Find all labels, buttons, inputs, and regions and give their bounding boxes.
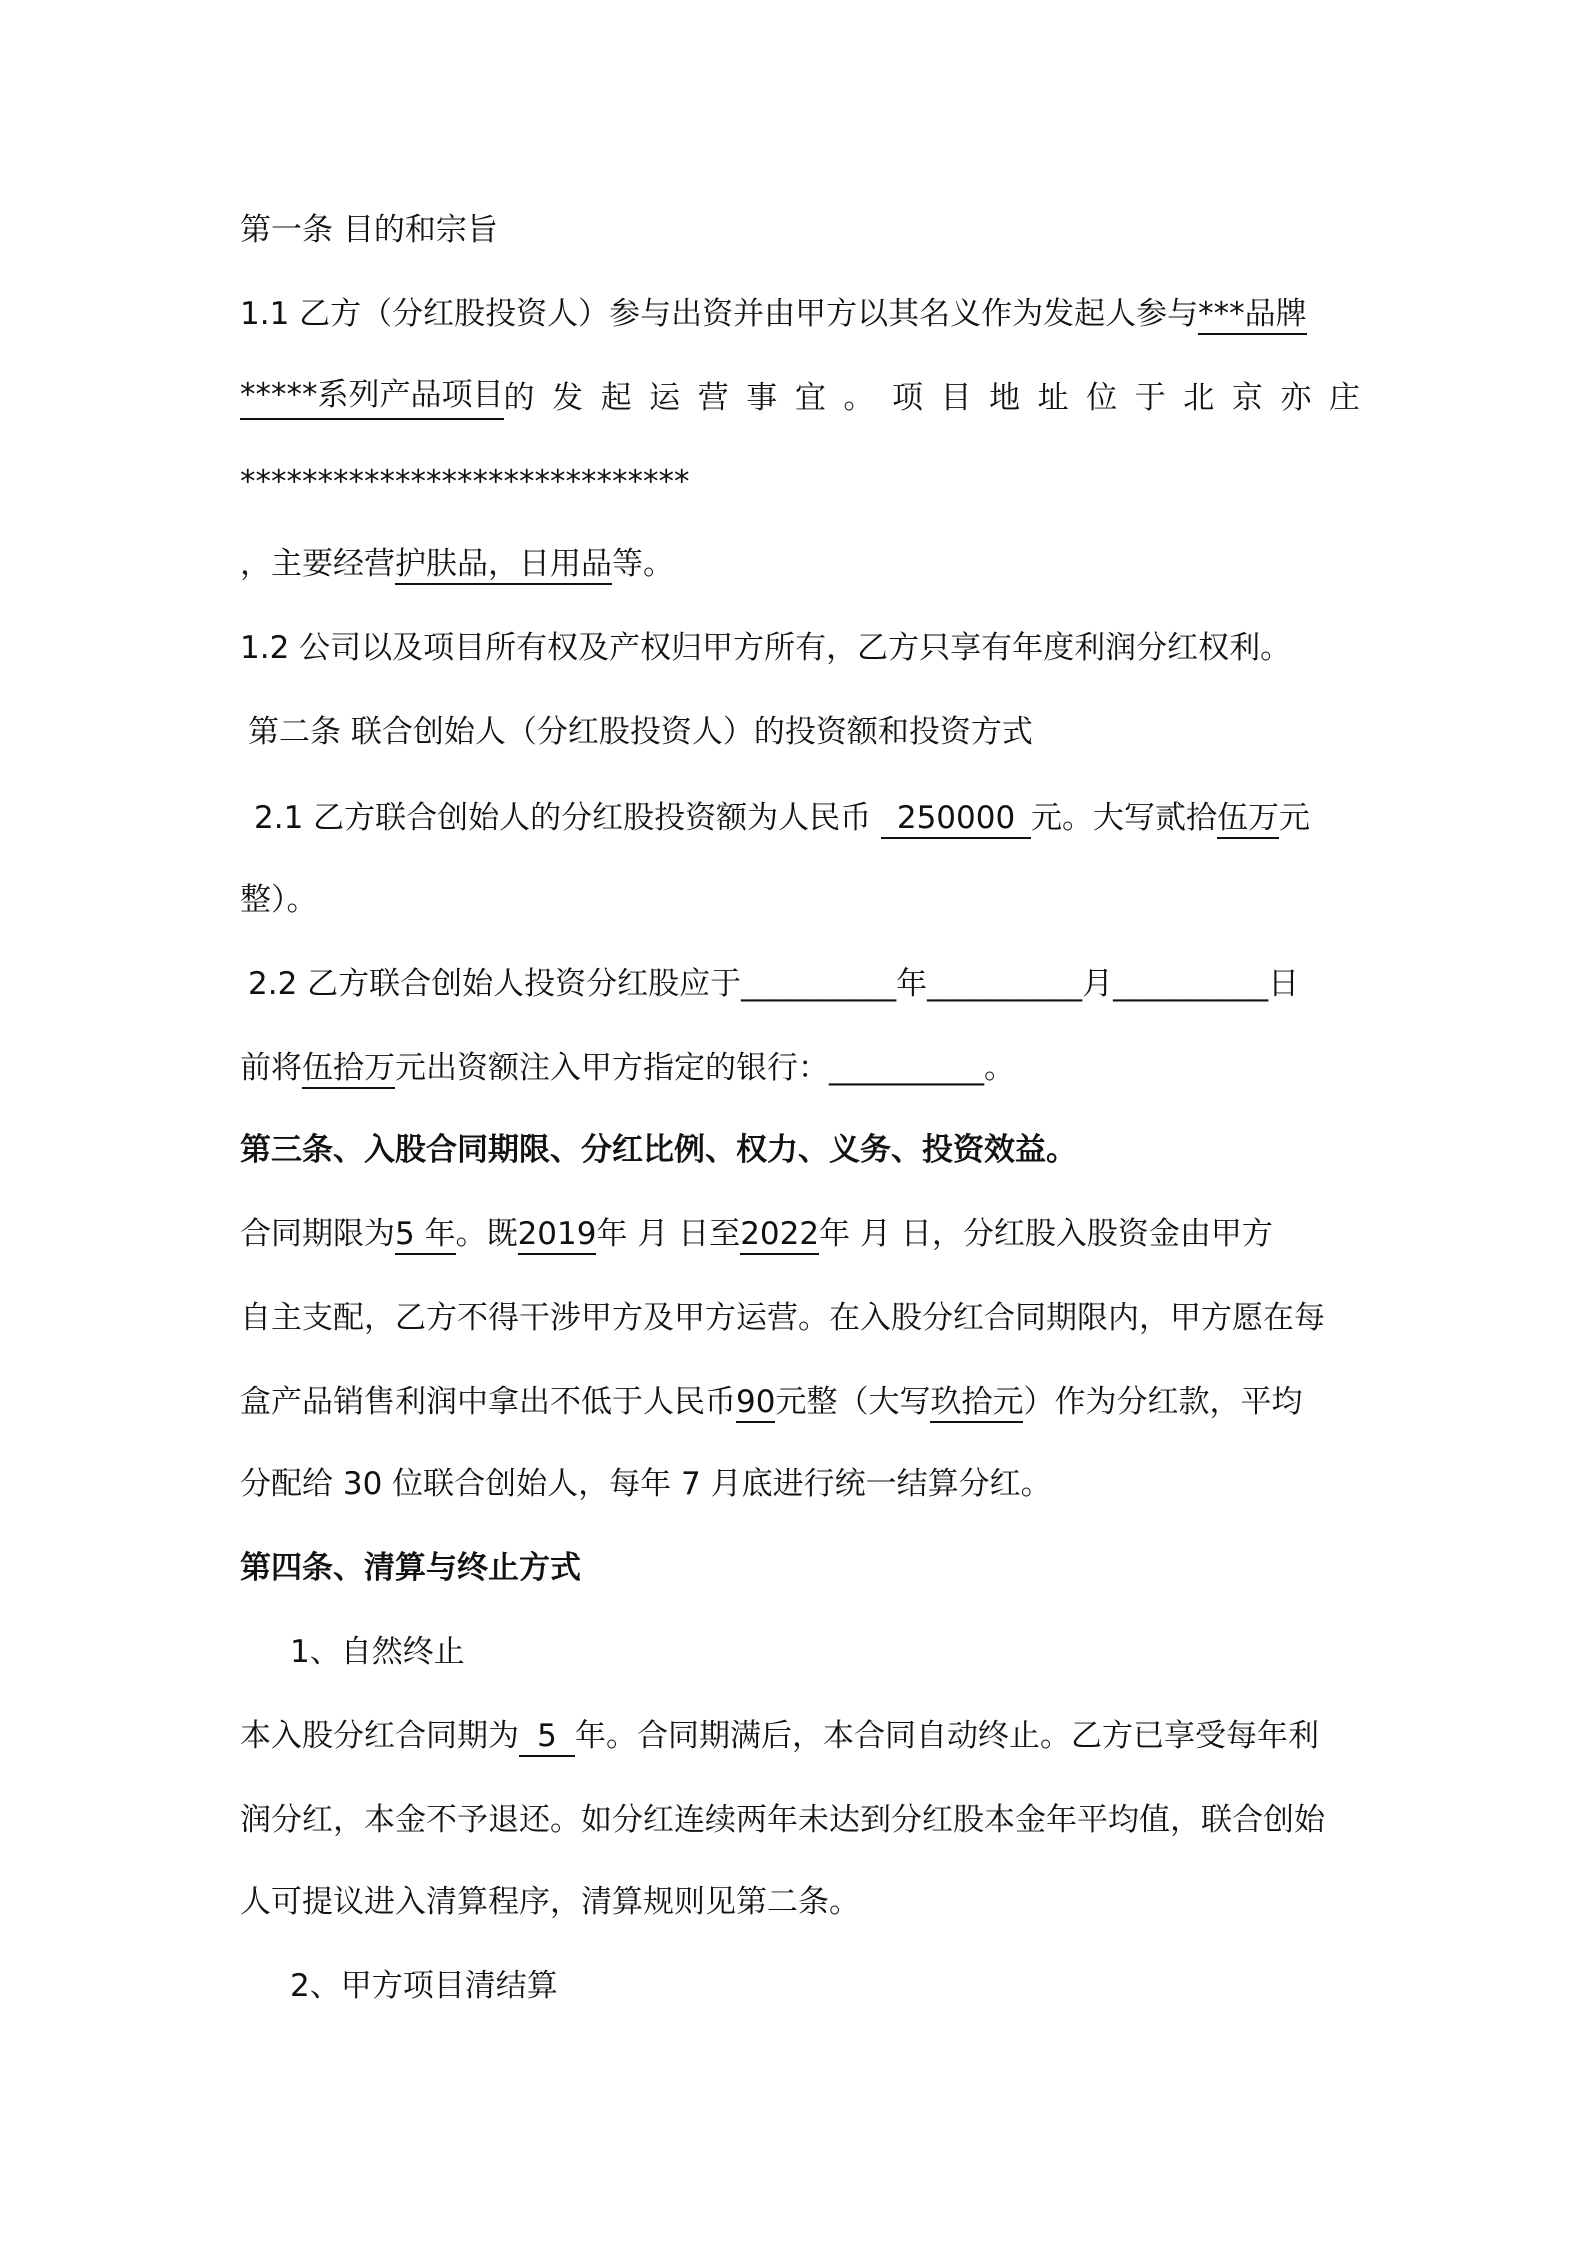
blank-month: __________ [927,966,1083,1002]
start-year: 2019 [518,1215,597,1255]
term-years: 5 年 [395,1215,456,1255]
article4-p-line1: 本入股分红合同期为 5 年。合同期满后，本合同自动终止。乙方已享受每年利 [240,1714,1360,1758]
blank-year: __________ [741,966,897,1002]
article3-line1: 合同期限为5 年。既2019年 月 日至2022年 月 日，分红股入股资金由甲方 [240,1212,1360,1256]
article2-p1-line1: 2.1 乙方联合创始人的分红股投资额为人民币 250000 元。大写贰拾伍万元 [254,796,1374,840]
article2-heading: 第二条 联合创始人（分红股投资人）的投资额和投资方式 [248,714,1033,750]
article3-heading: 第三条、入股合同期限、分红比例、权力、义务、投资效益。 [240,1132,1077,1168]
article3-line3: 盒产品销售利润中拿出不低于人民币90元整（大写玖拾元）作为分红款，平均 [240,1380,1360,1424]
article3-line2: 自主支配，乙方不得干涉甲方及甲方运营。在入股分红合同期限内，甲方愿在每 [240,1300,1325,1336]
blank-bank: __________ [829,1050,984,1086]
profit-amount: 90 [736,1383,775,1423]
article2-p2-line1: 2.2 乙方联合创始人投资分红股应于__________年__________月__________日 [248,966,1300,1002]
article2-p2-line2: 前将伍拾万元出资额注入甲方指定的银行：__________。 [240,1046,1360,1090]
end-year: 2022 [740,1215,819,1255]
article1-heading: 第一条 目的和宗旨 [240,212,498,248]
article4-p-line2: 润分红，本金不予退还。如分红连续两年未达到分红股本金年平均值，联合创始 [240,1802,1325,1838]
business-scope: 护肤品，日用品 [395,545,612,585]
deposit-amount-cn: 伍拾万 [302,1049,395,1089]
article1-p1-line1: 1.1 乙方（分红股投资人）参与出资并由甲方以其名义作为发起人参与***品牌 [240,292,1360,336]
article1-p2: 1.2 公司以及项目所有权及产权归甲方所有，乙方只享有年度利润分红权利。 [240,630,1292,666]
article2-p1-line2: 整）。 [240,882,318,918]
article4-sub1: 1、自然终止 [290,1634,465,1670]
article3-line4: 分配给 30 位联合创始人，每年 7 月底进行统一结算分红。 [240,1466,1052,1502]
article1-business-line: ，主要经营护肤品，日用品等。 [240,542,1360,586]
article4-sub2: 2、甲方项目清结算 [290,1968,558,2004]
article4-p-line3: 人可提议进入清算程序，清算规则见第二条。 [240,1884,860,1920]
investment-amount-cn: 伍万 [1217,799,1279,839]
address-stars: ***************************** [240,464,690,500]
article1-p1-line2: *****系列产品项目 的 发 起 运 营 事 宜 。 项 目 地 址 位 于 北 京 亦 庄 [240,376,1360,420]
investment-amount: 250000 [881,799,1031,839]
article4-heading: 第四条、清算与终止方式 [240,1550,581,1586]
blank-day: __________ [1113,966,1269,1002]
contract-years: 5 [519,1717,575,1757]
series-placeholder: *****系列产品项目 [240,376,504,420]
profit-amount-cn: 玖拾元 [930,1383,1023,1423]
brand-placeholder: ***品牌 [1198,295,1307,335]
